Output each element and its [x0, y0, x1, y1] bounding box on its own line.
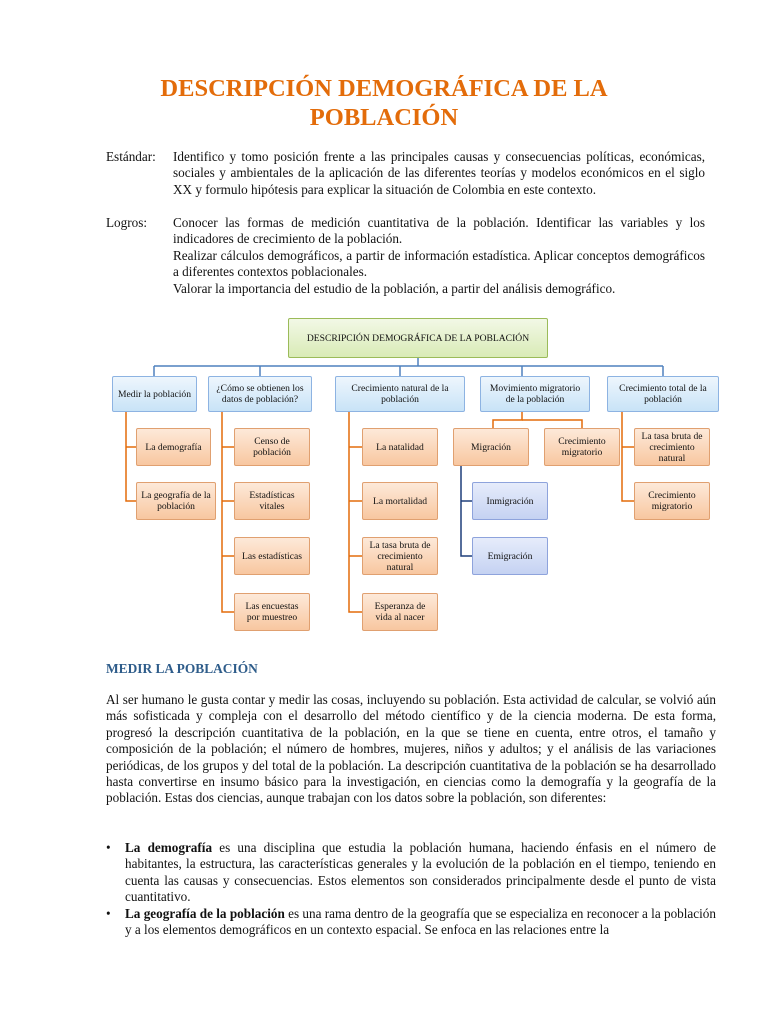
node-inmigracion: Inmigración: [472, 482, 548, 520]
estandar-text: Identifico y tomo posición frente a las principales causas y consecuencias políticas, económicas, sociales y ambientales de la aplicación de las diferentes teorías y modelos económicos en el siglo XX y formulo hipótesis para explicar la situación de Colombia en este contexto.: [173, 149, 705, 197]
node-migracion: Migración: [453, 428, 529, 466]
node-geografia-poblacion: La geografía de la población: [136, 482, 216, 520]
logros-text-3: Valorar la importancia del estudio de la población, a partir del análisis demográfico.: [173, 280, 616, 296]
root-node: DESCRIPCIÓN DEMOGRÁFICA DE LA POBLACIÓN: [288, 318, 548, 358]
node-tasa-bruta-total: La tasa bruta de crecimiento natural: [634, 428, 710, 466]
node-crecimiento-total: Crecimiento total de la población: [607, 376, 719, 412]
bullet-item: [106, 840, 716, 906]
bullet-text: es una rama dentro de la geografía que se especializa en reconocer a la población y a los elementos demográficos en un contexto espacial. Se enfoca en las relaciones entre la: [125, 905, 716, 938]
connector-c1-children: [126, 412, 136, 501]
node-esperanza-vida: Esperanza de vida al nacer: [362, 593, 438, 631]
bullet-term: La demografía: [125, 840, 213, 855]
node-mortalidad: La mortalidad: [362, 482, 438, 520]
node-medir: Medir la población: [112, 376, 197, 412]
connector-c4-1: [493, 412, 522, 428]
logros-label: Logros:: [106, 215, 148, 230]
bullet-text: es una disciplina que estudia la población humana, haciendo énfasis en el número de habitantes, la estructura, las características generales y la evolución de la población en el tiempo, teniendo en cuenta las causas y consecuencias. Estos elementos son considerados principalmente desde el punto de vista cuantitativo.: [125, 840, 716, 905]
node-emigracion: Emigración: [472, 537, 548, 575]
node-crecimiento-natural: Crecimiento natural de la población: [335, 376, 465, 412]
node-estadisticas: Las estadísticas: [234, 537, 310, 575]
node-demografia: La demografía: [136, 428, 211, 466]
bullet-term: La geografía de la población: [125, 905, 285, 921]
node-crecimiento-migratorio-total: Crecimiento migratorio: [634, 482, 710, 520]
node-tasa-bruta-natural: La tasa bruta de crecimiento natural: [362, 537, 438, 575]
node-natalidad: La natalidad: [362, 428, 438, 466]
node-encuestas: Las encuestas por muestreo: [234, 593, 310, 631]
bullet-icon: •: [106, 840, 111, 855]
connector-c3-children: [349, 412, 362, 612]
bullet-item: [106, 906, 716, 939]
title-line-1: DESCRIPCIÓN DEMOGRÁFICA DE LA: [160, 75, 608, 102]
section-heading: MEDIR LA POBLACIÓN: [106, 661, 258, 676]
connector-c2-children: [222, 412, 234, 612]
connector-c5-children: [622, 412, 634, 501]
title-line-2: POBLACIÓN: [309, 104, 459, 131]
node-datos: ¿Cómo se obtienen los datos de población?: [208, 376, 312, 412]
node-movimiento-migratorio: Movimiento migratorio de la población: [480, 376, 590, 412]
node-censo: Censo de población: [234, 428, 310, 466]
connector-c4-2: [522, 420, 582, 428]
node-estadisticas-vitales: Estadísticas vitales: [234, 482, 310, 520]
logros-text-2: Realizar cálculos demográficos, a partir de información estadística. Aplicar conceptos demográficos a diferentes contextos poblacionales.: [173, 247, 705, 280]
node-crecimiento-migratorio: Crecimiento migratorio: [544, 428, 620, 466]
bullet-list: [106, 840, 716, 938]
bullet-icon: •: [106, 905, 111, 921]
estandar-label: Estándar:: [106, 149, 156, 164]
body-paragraph: Al ser humano le gusta contar y medir las cosas, incluyendo su población. Esta actividad de calcular, se volvió aún más sofisticada y compleja con el desarrollo del método científico y de la ciencia moderna. De esta forma, progresó la descripción cuantitativa de la población, en la que se tiene en cuenta, entre otros, el tamaño y composición de la población; el número de hombres, mujeres, niños y adultos; y el análisis de las variaciones periódicas, de los grupos y del total de la población. La descripción cuantitativa de la población se ha desarrollado hasta convertirse en insumo básico para la investigación, en ciencias como la demografía y la geografía de la población. Estas dos ciencias, aunque trabajan con los datos sobre la población, son diferentes:: [106, 692, 716, 806]
logros-text-1: Conocer las formas de medición cuantitativa de la población. Identificar las variables y los indicadores de crecimiento de la población.: [173, 215, 705, 247]
page-title: [0, 74, 768, 132]
connector-migracion-children: [461, 466, 472, 556]
